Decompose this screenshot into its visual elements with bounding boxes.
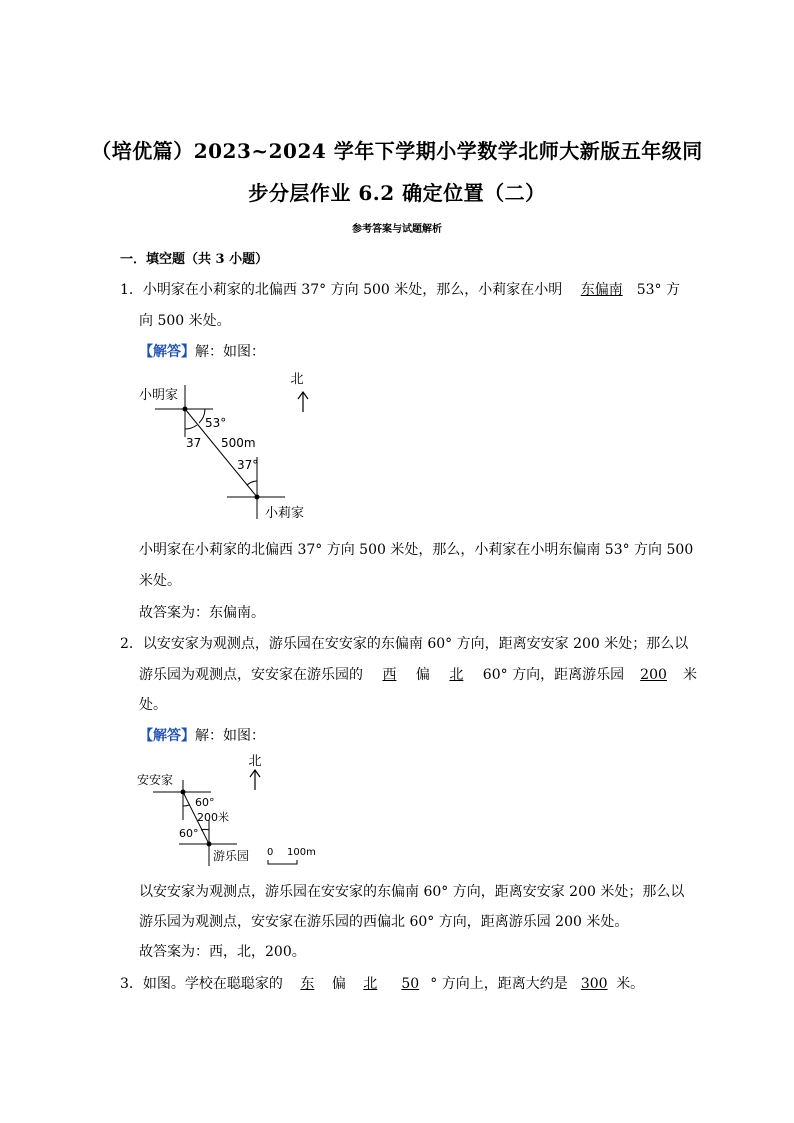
q2-label-a: 安安家 — [137, 773, 174, 787]
q1-explain-a: 小明家在小莉家的北偏西 37° 方向 500 米处，那么，小莉家在小明东偏南 53° 方向 500 — [139, 542, 694, 558]
q2-number: 2． — [120, 636, 143, 652]
q1-final: 故答案为：东偏南。 — [139, 605, 265, 621]
subtitle: 参考答案与试题解析 — [352, 224, 442, 235]
q2-text-b4: 米 — [678, 667, 697, 683]
q3-blank-4: 300 — [580, 976, 608, 992]
q2-diagram — [135, 750, 325, 872]
q2-text-b3: 60° 方向，距离游乐园 — [478, 667, 629, 683]
q2-answer-line — [139, 726, 265, 746]
q1-text-c: 向 500 米处。 — [139, 313, 231, 329]
q3-blank-3: 50 — [401, 976, 420, 992]
q2-text-b2: 偏 — [411, 667, 435, 683]
q2-answer-tag: 【解答】 — [139, 728, 195, 744]
q1-line-1 — [120, 280, 680, 300]
q2-answer-intro: 解：如图： — [195, 728, 265, 744]
q2-explain-a: 以安安家为观测点，游乐园在安安家的东偏南 60° 方向，距离安安家 200 米处；那么以 — [139, 884, 685, 900]
q2-text-c: 处。 — [139, 697, 167, 713]
q1-answer-intro: 解：如图： — [195, 344, 265, 360]
q2-text-b1: 游乐园为观测点，安安家在游乐园的 — [139, 667, 368, 683]
q3-number: 3． — [120, 976, 143, 992]
q2-angle-arc-bottom — [201, 829, 209, 830]
q1-angle-left: 37 — [186, 436, 202, 450]
q2-scale-unit: 100m — [287, 847, 316, 858]
q2-label-b: 游乐园 — [213, 849, 250, 863]
q1-north-label: 北 — [290, 372, 304, 387]
q2-blank-2: 北 — [449, 667, 464, 683]
q1-diagram — [135, 365, 320, 530]
q1-label-a: 小明家 — [139, 388, 179, 403]
q1-point-b — [255, 495, 260, 500]
title-line-2: 步分层作业 6.2 确定位置（二） — [248, 181, 546, 205]
q2-angle-bottom: 60° — [179, 827, 199, 840]
q3-text-d: 米。 — [616, 976, 645, 992]
q1-blank-1: 东偏南 — [580, 282, 623, 298]
q2-distance: 200米 — [197, 811, 229, 824]
q2-blank-1: 西 — [382, 667, 397, 683]
q1-distance: 500m — [221, 436, 256, 450]
q2-line-2 — [139, 665, 697, 685]
q1-angle-top: 53° — [205, 416, 227, 430]
q1-angle-arc-left — [185, 425, 197, 429]
q2-scale-zero: 0 — [267, 847, 274, 858]
q1-answer-tag: 【解答】 — [139, 344, 195, 360]
q2-angle-arc-top — [183, 805, 189, 806]
q2-angle-top: 60° — [195, 796, 215, 809]
title-line-1: （培优篇）2023~2024 学年下学期小学数学北师大新版五年级同 — [91, 139, 703, 163]
q2-north-label: 北 — [248, 754, 262, 769]
section-heading: 一．填空题（共 3 小题） — [120, 252, 269, 267]
q1-text-a: 小明家在小莉家的北偏西 37° 方向 500 米处，那么，小莉家在小明 — [142, 282, 567, 298]
q3-blank-1: 东 — [300, 976, 315, 992]
q2-line-1 — [120, 634, 688, 654]
q1-text-b: 53° 方 — [636, 282, 680, 298]
q3-text-a: 如图。学校在聪聪家的 — [142, 976, 288, 992]
q1-angle-arc-bottom — [247, 481, 257, 485]
q2-text-a: 以安安家为观测点，游乐园在安安家的东偏南 60° 方向，距离安安家 200 米处；那么以 — [142, 636, 689, 652]
q3-blank-2: 北 — [363, 976, 378, 992]
q2-explain-b: 游乐园为观测点，安安家在游乐园的西偏北 60° 方向，距离游乐园 200 米处。 — [139, 914, 629, 930]
q1-angle-bottom: 37° — [237, 458, 259, 472]
q2-scale-bar — [268, 860, 297, 864]
q2-final: 故答案为：西，北，200。 — [139, 944, 306, 960]
q1-answer-line — [139, 342, 265, 362]
q3-text-b: 偏 — [327, 976, 351, 992]
q2-blank-3: 200 — [640, 667, 667, 683]
q1-label-b: 小莉家 — [265, 506, 305, 521]
q1-number: 1． — [120, 282, 143, 298]
q2-point-b — [207, 842, 212, 847]
q1-explain-b: 米处。 — [139, 573, 181, 589]
q3-text-c: ° 方向上，距离大约是 — [430, 976, 573, 992]
q3-line-1 — [120, 974, 644, 994]
